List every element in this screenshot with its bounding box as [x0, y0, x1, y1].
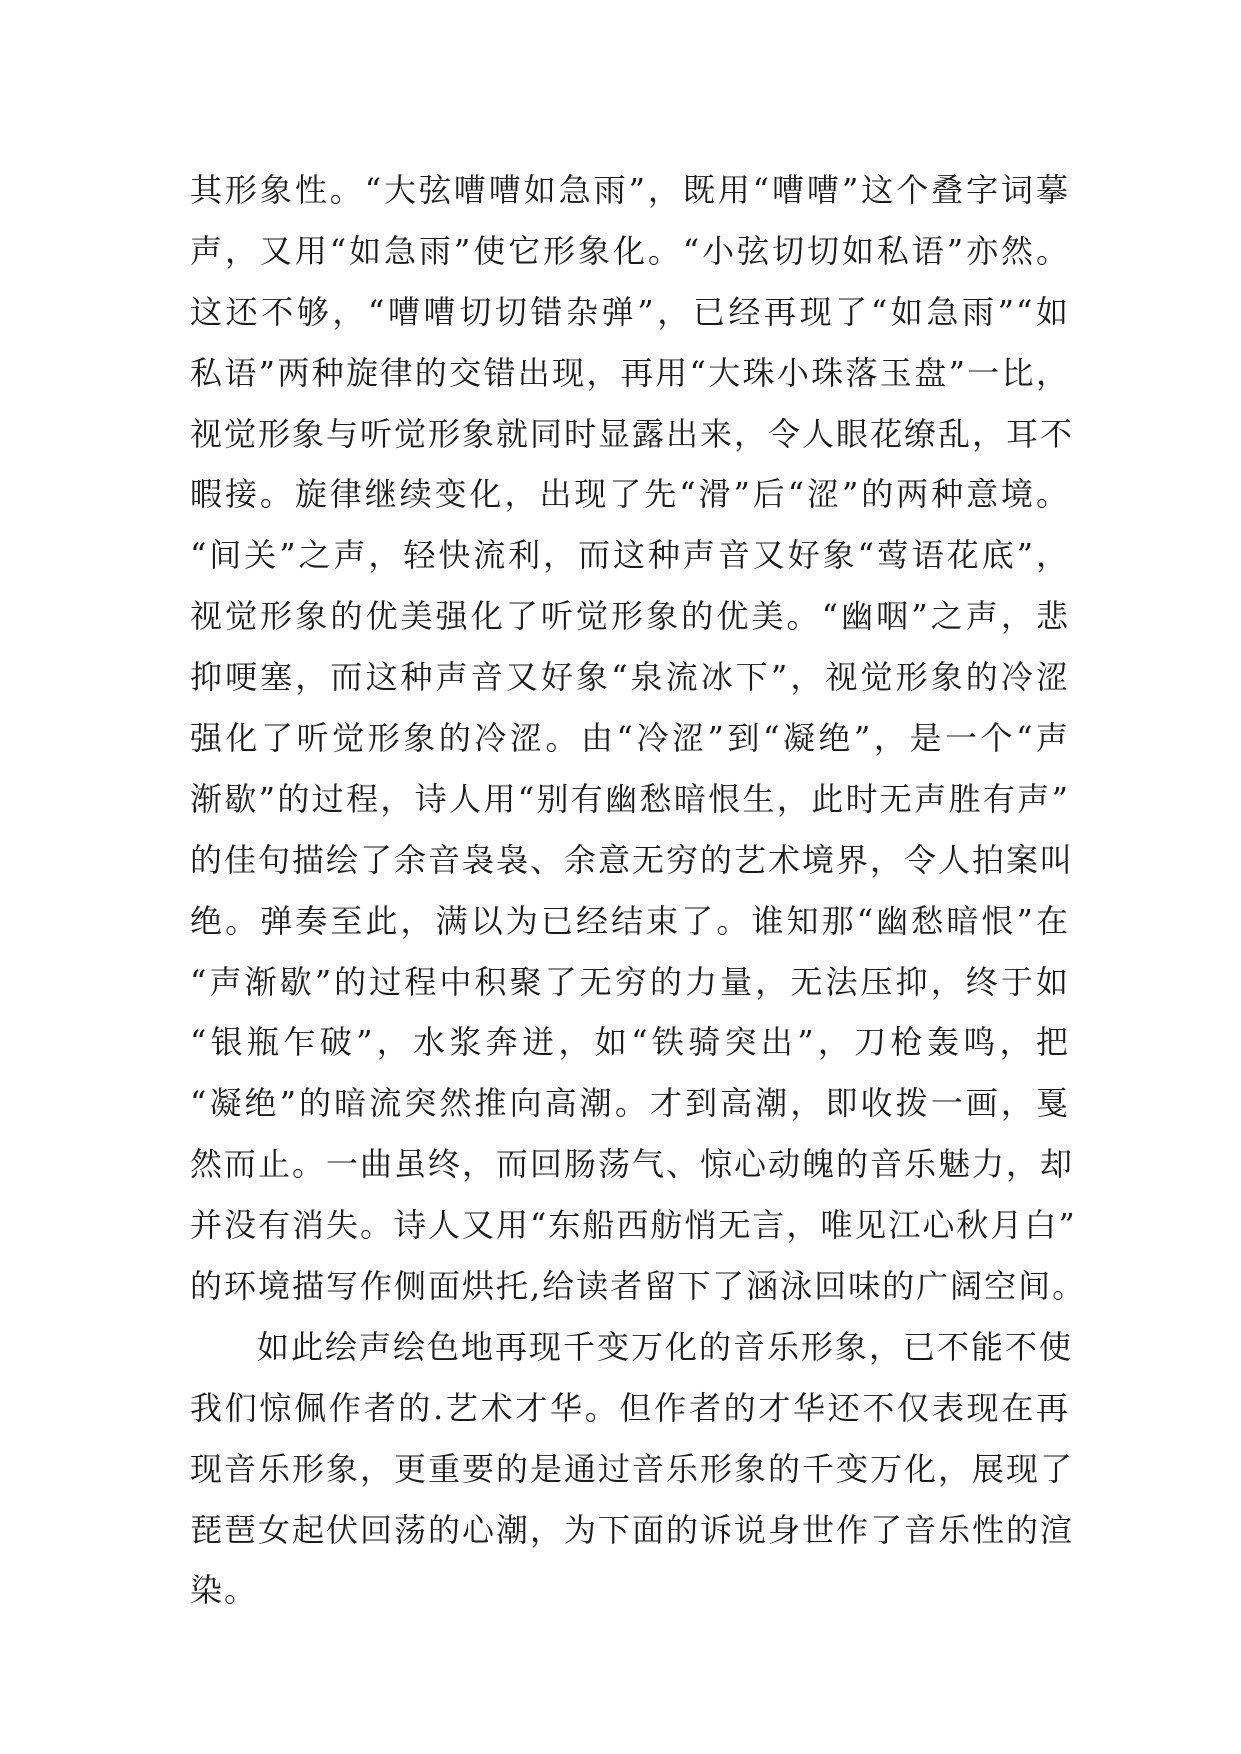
text-line: 视觉形象与听觉形象就同时显露出来，令人眼花缭乱，耳不 — [190, 414, 1075, 453]
text-line: 视觉形象的优美强化了听觉形象的优美。“幽咽”之声，悲 — [190, 597, 1070, 636]
body-text — [190, 160, 1087, 1621]
text-line: 渐歇”的过程，诗人用“别有幽愁暗恨生，此时无声胜有声” — [190, 779, 1070, 818]
text-line: 琵琶女起伏回荡的心潮，为下面的诉说身世作了音乐性的渲 — [190, 1510, 1075, 1549]
text-line: “银瓶乍破”，水浆奔迸，如“铁骑突出”，刀枪轰鸣，把 — [190, 1023, 1070, 1062]
text-line: 现音乐形象，更重要的是通过音乐形象的千变万化，展现了 — [190, 1449, 1075, 1488]
text-line: 我们惊佩作者的.艺术才华。但作者的才华还不仅表现在再 — [190, 1388, 1070, 1427]
text-line: “声渐歇”的过程中积聚了无穷的力量，无法压抑，终于如 — [190, 962, 1070, 1001]
text-line: 其形象性。“大弦嘈嘈如急雨”，既用“嘈嘈”这个叠字词摹 — [190, 171, 1070, 209]
text-line: 强化了听觉形象的冷涩。由“冷涩”到“凝绝”，是一个“声 — [190, 719, 1070, 758]
paragraph-first-line: 如此绘声绘色地再现千变万化的音乐形象，已不能不使 — [257, 1327, 1074, 1366]
text-line: “间关”之声，轻快流利，而这种声音又好象“莺语花底”， — [190, 536, 1070, 575]
text-line: 染。 — [190, 1571, 259, 1610]
text-line: 并没有消失。诗人又用“东船西舫悄无言，唯见江心秋月白” — [190, 1206, 1077, 1245]
text-line: 声，又用“如急雨”使它形象化。“小弦切切如私语”亦然。 — [190, 231, 1070, 270]
text-line: 抑哽塞，而这种声音又好象“泉流冰下”，视觉形象的冷涩 — [190, 658, 1070, 697]
text-line: 然而止。一曲虽终，而回肠荡气、惊心动魄的音乐魅力，却 — [190, 1145, 1075, 1184]
text-line: 暇接。旋律继续变化，出现了先“滑”后“涩”的两种意境。 — [190, 475, 1070, 514]
text-line: 的环境描写作侧面烘托,给读者留下了涵泳回味的广阔空间。 — [190, 1267, 1087, 1306]
text-line: 的佳句描绘了余音袅袅、余意无穷的艺术境界，令人拍案叫 — [190, 840, 1075, 879]
text-line: “凝绝”的暗流突然推向高潮。才到高潮，即收拨一画，戛 — [190, 1084, 1070, 1123]
text-line: 这还不够，“嘈嘈切切错杂弹”，已经再现了“如急雨”“如 — [190, 292, 1070, 331]
text-line: 绝。弹奏至此，满以为已经结束了。谁知那“幽愁暗恨”在 — [190, 901, 1070, 940]
text-line: 私语”两种旋律的交错出现，再用“大珠小珠落玉盘”一比， — [190, 353, 1070, 392]
